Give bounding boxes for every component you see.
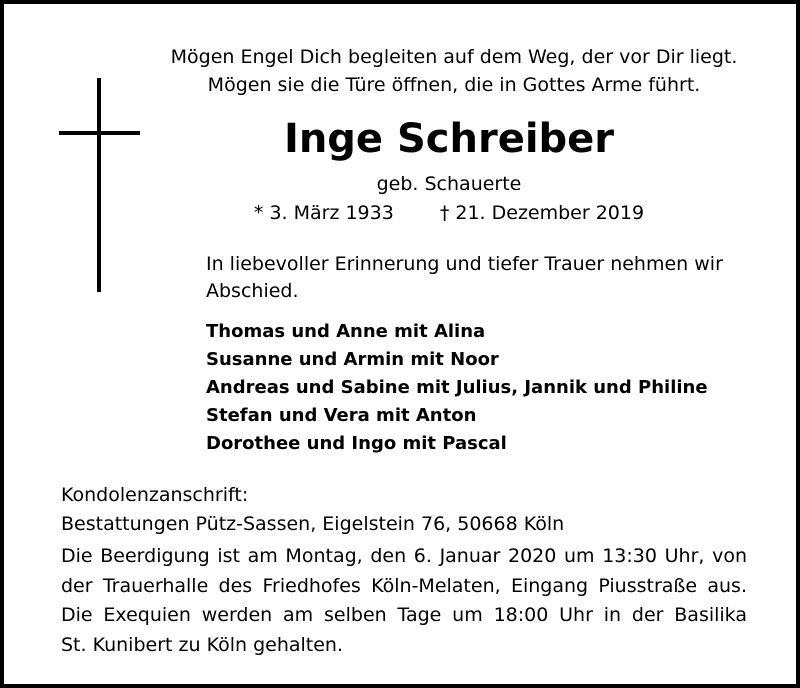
- deceased-name: Inge Schreiber: [283, 116, 615, 162]
- funeral-line: Die Exequien werden am selben Tage um 18:00 Uhr in der Basilika: [61, 604, 747, 626]
- verse: [114, 43, 794, 99]
- family-member: Dorothee und Ingo mit Pascal: [206, 433, 507, 454]
- condolence-label: Kondolenzanschrift:: [61, 484, 249, 506]
- birth-name: geb. Schauerte: [376, 173, 522, 195]
- family-member: Andreas und Sabine mit Julius, Jannik und Philine: [206, 377, 708, 398]
- family-member: Susanne und Armin mit Noor: [206, 349, 499, 370]
- family-list: [206, 318, 766, 458]
- intro-text: In liebevoller Erinnerung und tiefer Trauer nehmen wir Abschied.: [206, 253, 723, 302]
- birth-date: * 3. März 1933: [253, 202, 394, 224]
- funeral-line: der Trauerhalle des Friedhofes Köln-Melaten, Eingang Piusstraße aus.: [61, 574, 747, 597]
- death-date: † 21. Dezember 2019: [439, 202, 645, 224]
- family-member: Stefan und Vera mit Anton: [206, 405, 477, 426]
- condolence-address: [61, 481, 761, 539]
- verse-line: Mögen Engel Dich begleiten auf dem Weg, der vor Dir liegt.: [170, 46, 738, 68]
- funeral-line: St. Kunibert zu Köln gehalten.: [61, 633, 344, 656]
- funeral-line: Die Beerdigung ist am Montag, den 6. Januar 2020 um 13:30 Uhr, von: [61, 545, 747, 567]
- family-member: Thomas und Anne mit Alina: [206, 321, 486, 342]
- life-dates: [154, 200, 744, 226]
- condolence-address-text: Bestattungen Pütz-Sassen, Eigelstein 76, 50668 Köln: [61, 513, 565, 535]
- funeral-info: [61, 542, 747, 660]
- verse-line: Mögen sie die Türe öffnen, die in Gottes Arme führt.: [207, 74, 701, 96]
